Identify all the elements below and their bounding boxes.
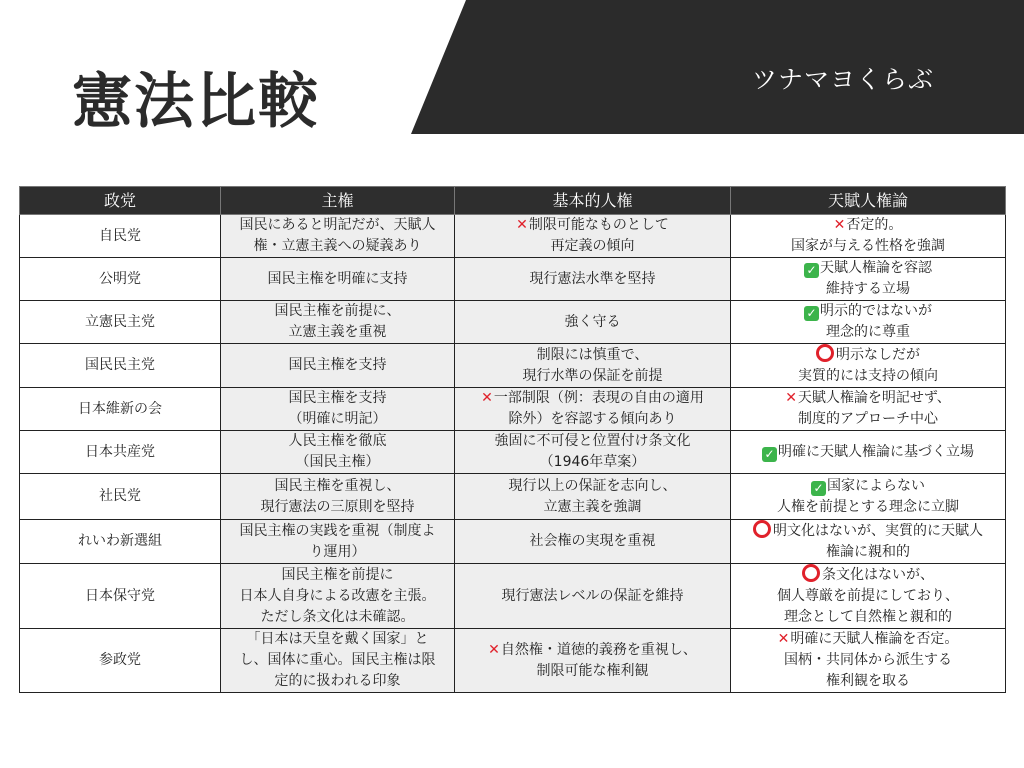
cell-text: 再定義の傾向 <box>550 238 635 254</box>
party-name: 立憲民主党 <box>20 301 221 344</box>
party-name: 自民党 <box>20 215 221 258</box>
cell-text: り運用） <box>309 543 366 560</box>
cell-line <box>458 269 727 290</box>
cell-text: 明示なしだが <box>836 347 920 363</box>
party-name: 社民党 <box>20 474 221 520</box>
cell-text: 国民にあると明記だが、天賦人 <box>239 217 436 233</box>
cell-line <box>734 520 1002 542</box>
cross-icon: ✕ <box>833 217 846 233</box>
cell-text: 明確に天賦人権論に基づく立場 <box>778 443 974 460</box>
natural-rights-cell <box>731 474 1006 520</box>
cell-text: 明文化はないが、実質的に天賦人 <box>773 523 983 539</box>
cell-text: 国民主権を重視し、 <box>274 477 401 494</box>
basic-rights-cell <box>455 520 731 564</box>
natural-rights-cell <box>731 388 1006 431</box>
cell-line <box>458 661 727 682</box>
cell-line <box>734 671 1002 692</box>
cell-text: 国家が与える性格を強調 <box>791 238 945 254</box>
cell-line <box>224 476 451 497</box>
sovereignty-cell <box>221 344 455 388</box>
cell-line <box>458 312 727 333</box>
cell-text: 「日本は天皇を戴く国家」と <box>246 631 429 647</box>
sovereignty-cell <box>221 474 455 520</box>
party-name: 国民民主党 <box>20 344 221 388</box>
cell-text: 個人尊厳を前提にしており、 <box>777 588 959 604</box>
cell-line <box>734 236 1002 257</box>
sovereignty-cell <box>221 258 455 301</box>
circle-icon <box>753 520 771 538</box>
cell-text: 日本人自身による改憲を主張。 <box>239 587 436 604</box>
page-title: 憲法比較 <box>72 67 320 137</box>
natural-rights-cell <box>731 344 1006 388</box>
sovereignty-cell <box>221 215 455 258</box>
cell-line <box>734 542 1002 563</box>
check-icon: ✓ <box>811 481 826 496</box>
basic-rights-cell <box>455 301 731 344</box>
cell-text: 現行憲法の三原則を堅持 <box>260 498 415 515</box>
cell-line <box>224 355 451 376</box>
column-header-basic-rights: 基本的人権 <box>455 187 731 215</box>
cell-line <box>734 344 1002 366</box>
cell-line <box>734 476 1002 497</box>
cell-line <box>734 409 1002 430</box>
cell-line <box>224 650 451 671</box>
cell-line <box>224 586 451 607</box>
cell-text: 強く守る <box>564 313 621 330</box>
cell-line <box>734 497 1002 518</box>
cell-line <box>734 650 1002 671</box>
party-name: 公明党 <box>20 258 221 301</box>
column-header-party: 政党 <box>20 187 221 215</box>
cell-text: 明確に天賦人権論を否定。 <box>790 631 959 647</box>
cell-text: 理念的に尊重 <box>826 324 910 340</box>
cell-line <box>224 409 451 430</box>
cell-line <box>734 607 1002 628</box>
cell-text: 現行憲法レベルの保証を維持 <box>501 587 684 604</box>
cell-text: 定的に扱われる印象 <box>274 673 401 689</box>
brand-name: ツナマヨくらぶ <box>752 65 935 94</box>
cross-icon: ✕ <box>488 641 500 658</box>
circle-icon <box>816 344 834 362</box>
check-icon: ✓ <box>804 306 819 321</box>
cross-icon: ✕ <box>777 631 790 647</box>
cell-line <box>224 671 451 692</box>
cell-text: （1946年草案） <box>539 454 646 470</box>
cell-text: 実質的には支持の傾向 <box>798 368 938 384</box>
cell-text: 現行以上の保証を志向し、 <box>508 477 677 494</box>
table-row <box>20 215 1006 258</box>
cell-text: （国民主権） <box>295 454 380 470</box>
table-row <box>20 520 1006 564</box>
basic-rights-cell <box>455 388 731 431</box>
cross-icon: ✕ <box>516 217 528 233</box>
cell-text: 人民主権を徹底 <box>288 433 387 449</box>
cell-text: 国民主権を明確に支持 <box>267 270 408 287</box>
cell-line <box>224 565 451 586</box>
cell-text: 権・立憲主義への疑義あり <box>253 238 422 254</box>
table-row <box>20 564 1006 629</box>
cell-line <box>458 497 727 518</box>
party-name: 日本維新の会 <box>20 388 221 431</box>
basic-rights-cell <box>455 564 731 629</box>
cell-text: 国柄・共同体から派生する <box>784 652 952 668</box>
cell-line <box>734 442 1002 463</box>
cell-text: 制度的アプローチ中心 <box>798 411 938 427</box>
check-icon: ✓ <box>804 263 819 278</box>
cell-text: 自然権・道徳的義務を重視し、 <box>500 641 697 658</box>
cell-line <box>224 452 451 473</box>
cross-icon: ✕ <box>785 390 797 406</box>
party-name: れいわ新選組 <box>20 520 221 564</box>
cell-line <box>734 629 1002 650</box>
cell-line <box>734 586 1002 607</box>
basic-rights-cell <box>455 474 731 520</box>
basic-rights-cell <box>455 431 731 474</box>
party-name: 日本共産党 <box>20 431 221 474</box>
cell-line <box>224 629 451 650</box>
cell-line <box>224 301 451 322</box>
sovereignty-cell <box>221 301 455 344</box>
natural-rights-cell <box>731 215 1006 258</box>
cell-text: 国家によらない <box>827 477 925 494</box>
cell-text: 天賦人権論を明記せず、 <box>797 390 951 406</box>
cell-text: 権利観を取る <box>826 673 910 689</box>
cell-line <box>458 431 727 452</box>
cell-text: 制限可能な権利観 <box>536 662 649 679</box>
cell-text: 現行憲法水準を堅持 <box>529 270 656 287</box>
cell-text: 制限には慎重で、 <box>536 346 649 363</box>
cell-text: 立憲主義を強調 <box>543 498 642 515</box>
column-header-sovereignty: 主権 <box>221 187 455 215</box>
cell-text: 国民主権を支持 <box>288 357 387 373</box>
cell-text: ただし条文化は未確認。 <box>260 608 415 625</box>
table-row <box>20 388 1006 431</box>
cell-text: 国民主権を支持 <box>288 390 387 406</box>
cell-text: 権論に親和的 <box>826 544 910 560</box>
cell-text: 否定的。 <box>846 217 903 233</box>
cell-text: 現行水準の保証を前提 <box>522 367 663 384</box>
cell-text: 条文化はないが、 <box>822 567 934 583</box>
cell-line <box>224 542 451 563</box>
cell-text: 社会権の実現を重視 <box>529 533 656 549</box>
cell-line <box>224 322 451 343</box>
cell-line <box>458 215 727 236</box>
cell-line <box>224 236 451 257</box>
natural-rights-cell <box>731 258 1006 301</box>
cell-line <box>458 586 727 607</box>
sovereignty-cell <box>221 520 455 564</box>
cell-text: 国民主権を前提に <box>281 566 394 583</box>
cell-line <box>734 388 1002 409</box>
cell-line <box>224 607 451 628</box>
sovereignty-cell <box>221 388 455 431</box>
cell-text: 立憲主義を重視 <box>288 324 387 340</box>
table-row <box>20 629 1006 693</box>
cell-line <box>734 366 1002 387</box>
column-header-natural-rights: 天賦人権論 <box>731 187 1006 215</box>
comparison-table <box>19 186 1006 693</box>
cell-line <box>458 388 727 409</box>
check-icon: ✓ <box>762 447 777 462</box>
cell-line <box>458 366 727 387</box>
cell-line <box>458 236 727 257</box>
cell-text: （明確に明記） <box>288 411 387 427</box>
cell-line <box>458 476 727 497</box>
cell-line <box>224 215 451 236</box>
circle-icon <box>802 564 820 582</box>
cell-line <box>224 269 451 290</box>
cell-line <box>224 497 451 518</box>
natural-rights-cell <box>731 301 1006 344</box>
cross-icon: ✕ <box>481 390 493 406</box>
table-row <box>20 301 1006 344</box>
cell-line <box>458 452 727 473</box>
cell-line <box>734 279 1002 300</box>
basic-rights-cell <box>455 258 731 301</box>
cell-text: 制限可能なものとして <box>528 217 669 233</box>
sovereignty-cell <box>221 564 455 629</box>
basic-rights-cell <box>455 629 731 693</box>
cell-text: 天賦人権論を容認 <box>820 260 932 276</box>
cell-text: 強固に不可侵と位置付け条文化 <box>494 433 691 449</box>
cell-line <box>734 215 1002 236</box>
cell-text: 国民主権を前提に、 <box>274 303 401 319</box>
cell-line <box>224 521 451 542</box>
table-row <box>20 344 1006 388</box>
cell-line <box>734 564 1002 586</box>
cell-text: 理念として自然権と親和的 <box>784 609 952 625</box>
sovereignty-cell <box>221 629 455 693</box>
natural-rights-cell <box>731 564 1006 629</box>
cell-text: 一部制限（例：表現の自由の適用 <box>493 390 704 406</box>
cell-text: し、国体に重心。国民主権は限 <box>239 652 436 668</box>
table-row <box>20 431 1006 474</box>
cell-text: 国民主権の実践を重視（制度よ <box>239 522 436 539</box>
party-name: 日本保守党 <box>20 564 221 629</box>
cell-line <box>458 640 727 661</box>
natural-rights-cell <box>731 629 1006 693</box>
basic-rights-cell <box>455 344 731 388</box>
cell-text: 除外）を容認する傾向あり <box>508 411 677 427</box>
cell-text: 維持する立場 <box>826 281 910 297</box>
table-row <box>20 474 1006 520</box>
cell-line <box>224 388 451 409</box>
cell-text: 明示的ではないが <box>820 303 932 319</box>
sovereignty-cell <box>221 431 455 474</box>
natural-rights-cell <box>731 431 1006 474</box>
cell-line <box>734 258 1002 279</box>
cell-line <box>458 345 727 366</box>
basic-rights-cell <box>455 215 731 258</box>
cell-line <box>224 431 451 452</box>
party-name: 参政党 <box>20 629 221 693</box>
cell-text: 人権を前提とする理念に立脚 <box>777 498 959 515</box>
table-header-row <box>20 187 1006 215</box>
natural-rights-cell <box>731 520 1006 564</box>
cell-line <box>734 301 1002 322</box>
cell-line <box>458 531 727 552</box>
cell-line <box>458 409 727 430</box>
table-row <box>20 258 1006 301</box>
cell-line <box>734 322 1002 343</box>
